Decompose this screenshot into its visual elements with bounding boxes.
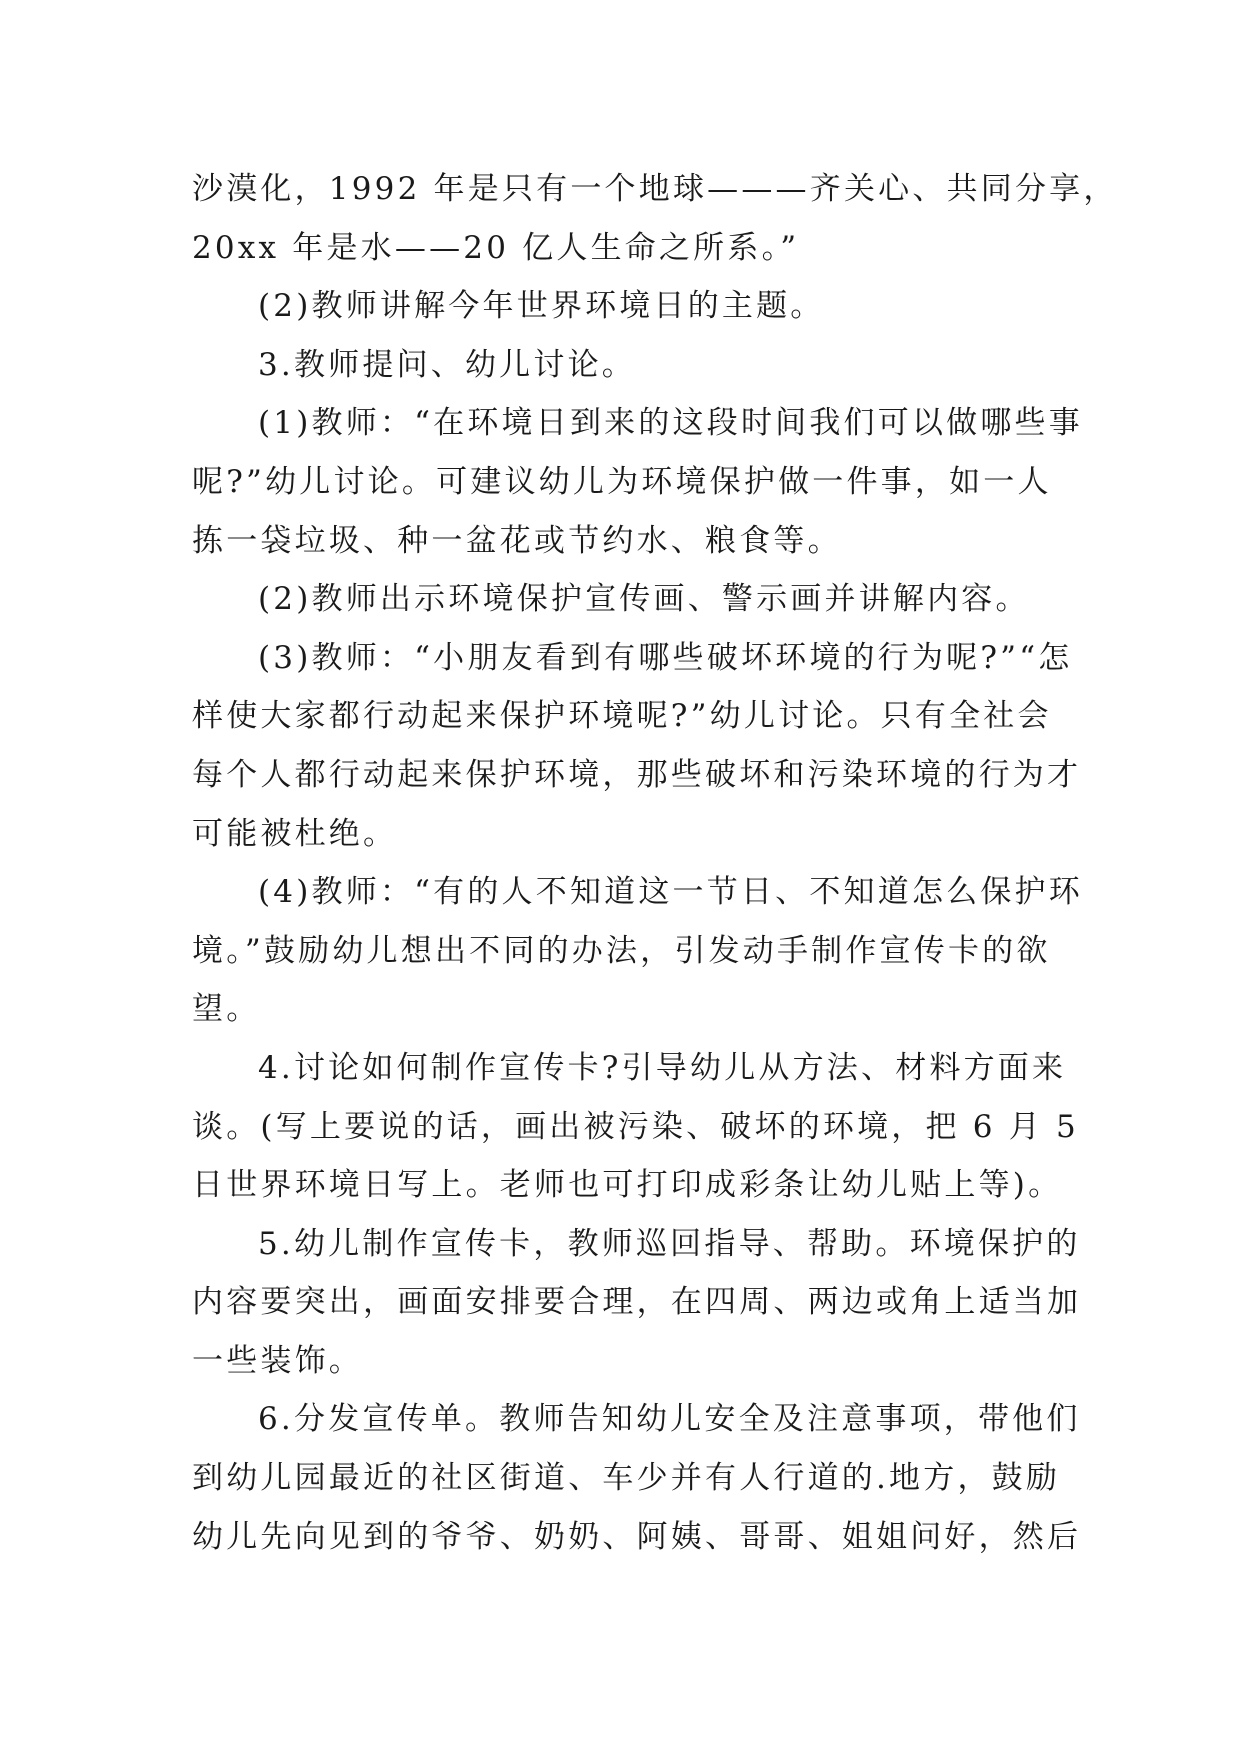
text-line: 拣一袋垃圾、种一盆花或节约水、粮食等。 bbox=[192, 522, 842, 559]
text-line: 幼儿先向见到的爷爷、奶奶、阿姨、哥哥、姐姐问好，然后 bbox=[192, 1518, 1082, 1555]
text-line: 境。”鼓励幼儿想出不同的办法，引发动手制作宣传卡的欲 bbox=[192, 932, 1051, 969]
text-line: 望。 bbox=[192, 991, 261, 1028]
text-line: 日世界环境日写上。老师也可打印成彩条让幼儿贴上等)。 bbox=[192, 1167, 1063, 1204]
text-line: 20xx 年是水——20 亿人生命之所系。” bbox=[192, 229, 800, 266]
text-line: 样使大家都行动起来保护环境呢?”幼儿讨论。只有全社会 bbox=[192, 698, 1052, 735]
text-line: 每个人都行动起来保护环境，那些破坏和污染环境的行为才 bbox=[192, 756, 1082, 793]
text-line: 6.分发宣传单。教师告知幼儿安全及注意事项，带他们 bbox=[258, 1401, 1081, 1438]
text-line: 3.教师提问、幼儿讨论。 bbox=[258, 346, 636, 383]
text-line: 5.幼儿制作宣传卡，教师巡回指导、帮助。环境保护的 bbox=[258, 1225, 1081, 1262]
text-line: (2)教师讲解今年世界环境日的主题。 bbox=[258, 288, 825, 325]
text-line: 4.讨论如何制作宣传卡?引导幼儿从方法、材料方面来 bbox=[258, 1049, 1067, 1086]
text-line: 谈。(写上要说的话，画出被污染、破坏的环境，把 6 月 5 bbox=[192, 1108, 1079, 1145]
text-line: (4)教师：“有的人不知道这一节日、不知道怎么保护环 bbox=[258, 874, 1083, 911]
text-line: (1)教师：“在环境日到来的这段时间我们可以做哪些事 bbox=[258, 405, 1083, 442]
document-body bbox=[192, 160, 1118, 1566]
text-line: 可能被杜绝。 bbox=[192, 815, 398, 852]
text-line: 一些装饰。 bbox=[192, 1342, 363, 1379]
text-line: (3)教师：“小朋友看到有哪些破坏环境的行为呢?”“怎 bbox=[258, 639, 1073, 676]
text-line: 呢?”幼儿讨论。可建议幼儿为环境保护做一件事，如一人 bbox=[192, 463, 1052, 500]
text-line: 到幼儿园最近的社区街道、车少并有人行道的.地方，鼓励 bbox=[192, 1460, 1061, 1497]
text-line: 内容要突出，画面安排要合理，在四周、两边或角上适当加 bbox=[192, 1284, 1082, 1321]
text-line: 沙漠化，1992 年是只有一个地球———齐关心、共同分享， bbox=[192, 171, 1118, 207]
text-line: (2)教师出示环境保护宣传画、警示画并讲解内容。 bbox=[258, 581, 1030, 618]
